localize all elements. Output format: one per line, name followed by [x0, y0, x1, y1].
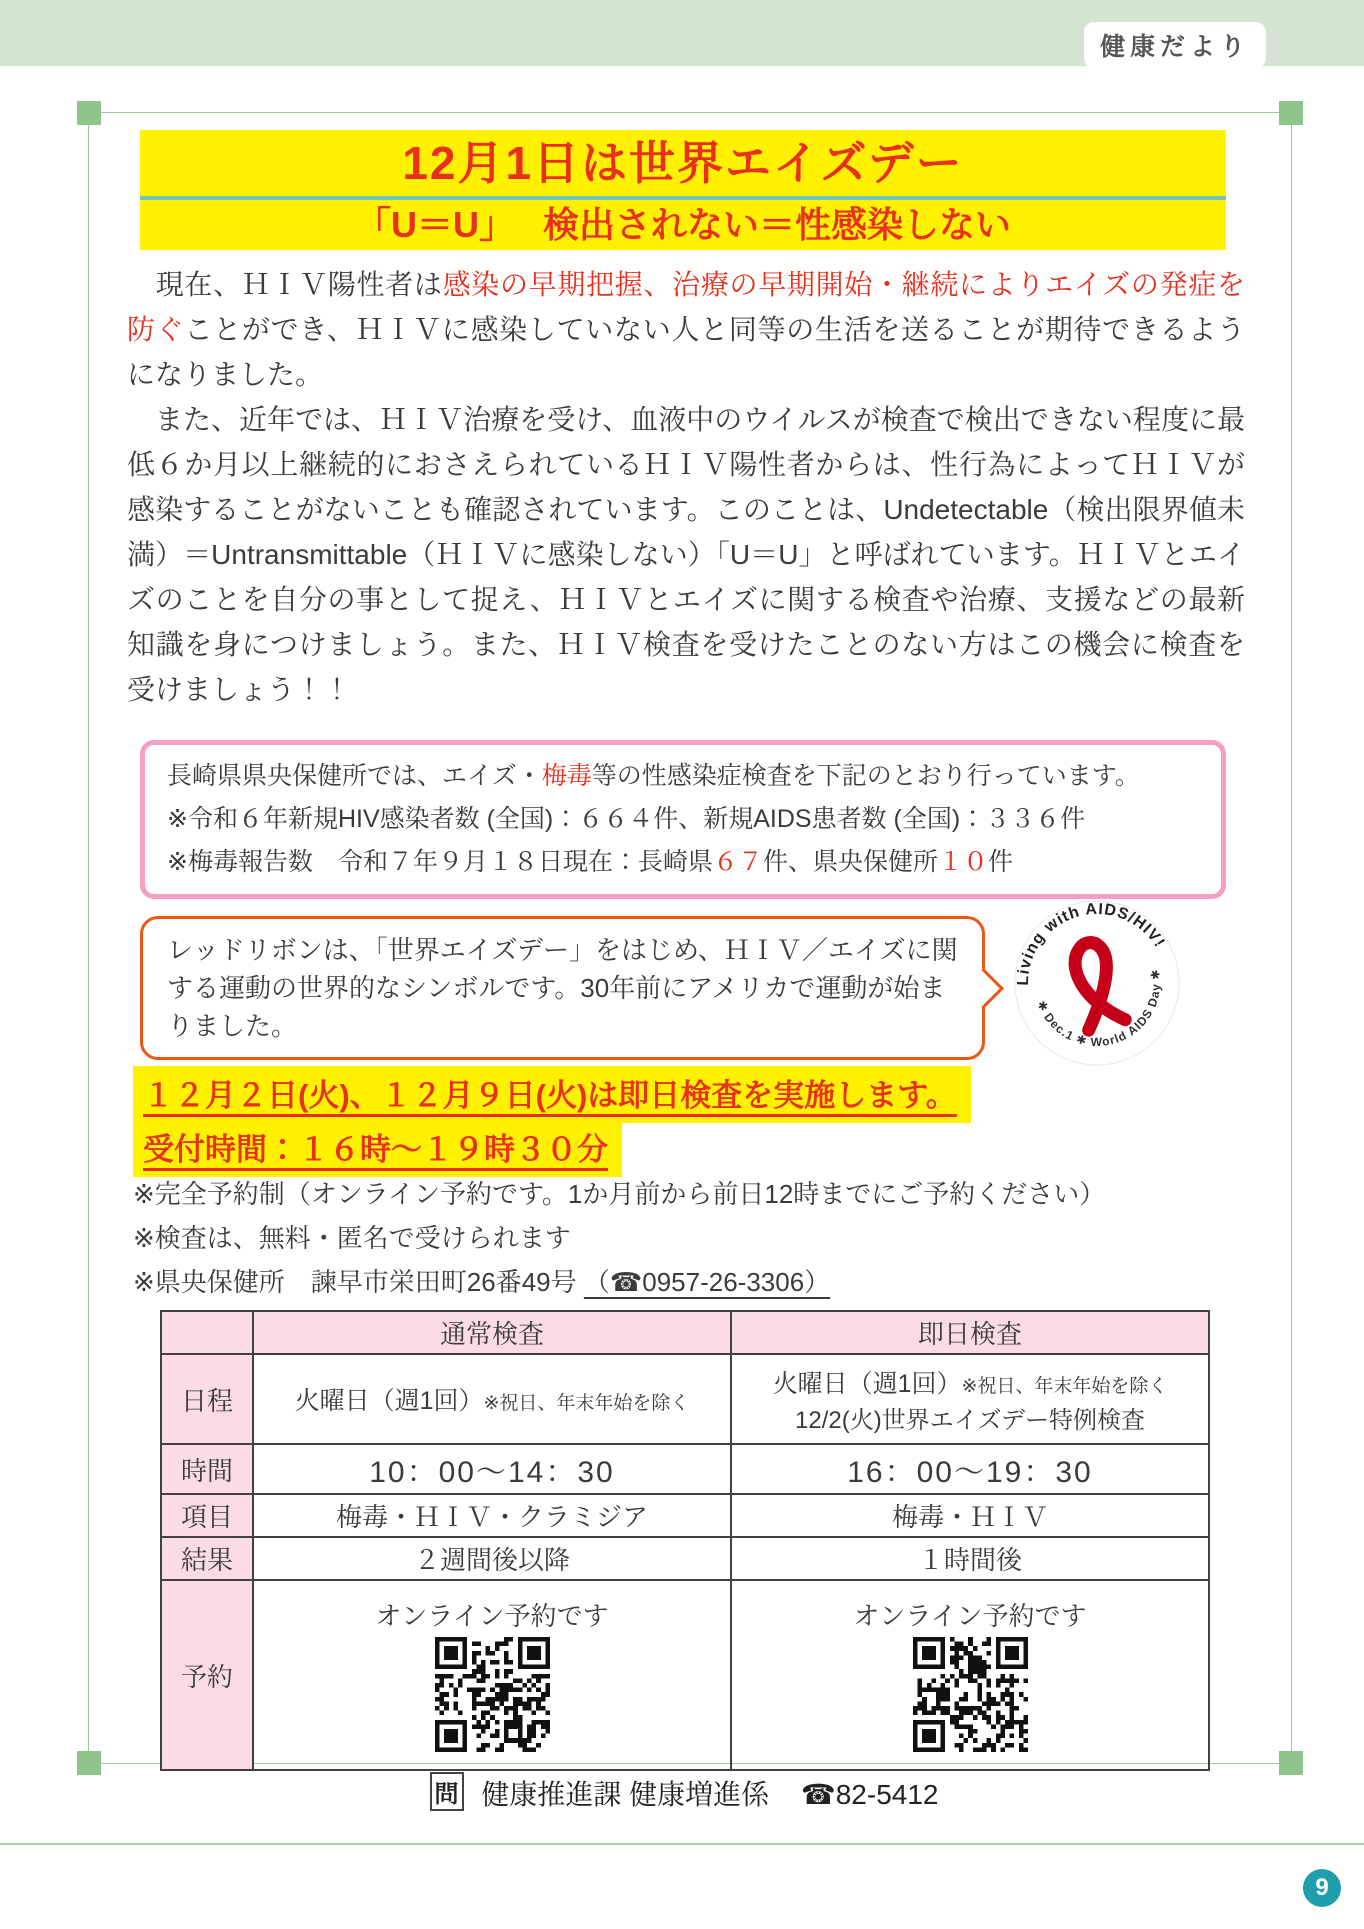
column-header-normal-test: 通常検査 [253, 1311, 731, 1354]
note-address-text: ※県央保健所 諫早市栄田町26番49号 [133, 1267, 584, 1297]
table-row-reservation [161, 1580, 1209, 1770]
stats-line3-count-center: １０ [937, 848, 988, 876]
row-label-reservation: 予約 [161, 1580, 253, 1770]
cell-items-normal: 梅毒・ＨＩＶ・クラミジア [253, 1494, 731, 1537]
table-header-row [161, 1311, 1209, 1354]
cell-results-normal: ２週間後以降 [253, 1537, 731, 1580]
page-number-badge: 9 [1303, 1869, 1341, 1907]
stats-line1-pre: 長崎県県央保健所では、エイズ・ [167, 762, 542, 790]
row-label-items: 項目 [161, 1494, 253, 1537]
schedule-normal-main: 火曜日（週1回） [294, 1387, 484, 1415]
footer-phone: ☎82-5412 [800, 1779, 939, 1810]
note-address [133, 1260, 1253, 1304]
cell-time-normal: 10：00～14：30 [253, 1444, 731, 1494]
stats-line3-mid: 件、県央保健所 [762, 848, 938, 876]
stats-line3-pre: ※梅毒報告数 令和７年９月１８日現在：長崎県 [167, 848, 713, 876]
cell-time-express: 16：00～19：30 [731, 1444, 1209, 1494]
stats-box [140, 740, 1226, 899]
red-ribbon-bubble [140, 916, 985, 1060]
p1-red-emphasis: 感染の早期把握、治療の早期開始・継続によりエイズの発症を防ぐ [127, 269, 1245, 345]
p1-post: ことができ、ＨＩＶに感染していない人と同等の生活を送ることが期待できるようになりました。 [127, 314, 1245, 390]
schedule-express-special: 12/2(火)世界エイズデー特例検査 [795, 1406, 1145, 1434]
footer-department: 健康推進課 健康増進係 [481, 1779, 770, 1810]
schedule-express-main: 火曜日（週1回） [772, 1369, 962, 1398]
bottom-divider [0, 1843, 1364, 1845]
qr-code-normal-test [435, 1637, 550, 1752]
corner-mark-bottom-left [77, 1751, 101, 1775]
cell-schedule-express [731, 1354, 1209, 1444]
reception-hours [133, 1120, 622, 1177]
test-schedule-table [160, 1310, 1210, 1771]
top-band [0, 0, 1364, 66]
cell-reservation-express [731, 1580, 1209, 1770]
schedule-normal-note: ※祝日、年末年始を除く [483, 1393, 690, 1414]
paragraph-2: また、近年では、ＨＩＶ治療を受け、血液中のウイルスが検査で検出できない程度に最低６か月以上継続的におさえられているＨＩＶ陽性者からは、性行為によってＨＩＶが感染することがないことも確認されています。このことは、Undetectable（検出限界値未満）＝Untransmittable（ＨＩＶに感染しない）「U＝U」と呼ばれています。ＨＩＶとエイズのことを自分の事として捉え、ＨＩＶとエイズに関する検査や治療、支援などの最新知識を身につけましょう。また、ＨＩＶ検査を受けたことのない方はこの機会に検査を受けましょう！！ [127, 404, 1245, 705]
stats-line-3 [167, 841, 1199, 884]
note-free-anonymous: ※検査は、無料・匿名で受けられます [133, 1223, 571, 1253]
reservation-normal-text: オンライン予約です [375, 1601, 609, 1631]
corner-mark-top-left [77, 101, 101, 125]
stats-line3-post: 件 [988, 848, 1014, 876]
column-header-same-day-test: 即日検査 [731, 1311, 1209, 1354]
qr-code-same-day-test [913, 1637, 1028, 1752]
stats-line3-count-pref: ６７ [712, 848, 763, 876]
banner-subtitle: 「U＝U」 検出されない＝性感染しない [355, 204, 1011, 245]
contact-footer [160, 1772, 1208, 1813]
logo-arc-top-text: Living with AIDS/HIV! [1014, 900, 1168, 986]
row-label-results: 結果 [161, 1537, 253, 1580]
same-day-headline-text: １２月２日(火)、１２月９日(火)は即日検査を実施します。 [143, 1078, 957, 1113]
logo-arc-bottom-text: ✱ Dec.1 ✱ World AIDS Day ✱ [1034, 967, 1164, 1050]
same-day-headline [133, 1066, 971, 1123]
header-badge: 健康だより [1084, 22, 1266, 68]
stats-line-2: ※令和６年新規HIV感染者数 (全国)：６６４件、新規AIDS患者数 (全国)：３３６件 [167, 805, 1086, 833]
cell-results-express: １時間後 [731, 1537, 1209, 1580]
table-corner-cell [161, 1311, 253, 1354]
cell-items-express: 梅毒・ＨＩＶ [731, 1494, 1209, 1537]
note-reservation: ※完全予約制（オンライン予約です。1か月前から前日12時までにご予約ください） [133, 1179, 1106, 1209]
paragraph-1 [127, 262, 1245, 397]
table-row-items [161, 1494, 1209, 1537]
corner-mark-bottom-right [1279, 1751, 1303, 1775]
table-row-time [161, 1444, 1209, 1494]
stats-line-1 [167, 755, 1199, 798]
title-banner [140, 130, 1226, 250]
reception-hours-text: 受付時間：１６時～１９時３０分 [143, 1132, 608, 1167]
p1-pre: 現在、ＨＩＶ陽性者は [127, 269, 443, 300]
stats-line1-post: 等の性感染症検査を下記のとおり行っています。 [591, 762, 1140, 790]
stats-line1-red: 梅毒 [541, 762, 592, 790]
cell-schedule-normal [253, 1354, 731, 1444]
page-title: 12月1日は世界エイズデー [402, 137, 964, 189]
reservation-express-text: オンライン予約です [853, 1601, 1087, 1631]
inquiry-box-icon: 問 [430, 1772, 464, 1811]
table-row-results [161, 1537, 1209, 1580]
row-label-schedule: 日程 [161, 1354, 253, 1444]
table-row-schedule [161, 1354, 1209, 1444]
cell-reservation-normal [253, 1580, 731, 1770]
schedule-express-note: ※祝日、年末年始を除く [961, 1375, 1168, 1397]
note-phone-number: （☎0957-26-3306） [583, 1267, 831, 1297]
row-label-time: 時間 [161, 1444, 253, 1494]
intro-text [127, 262, 1245, 712]
bubble-text: レッドリボンは、「世界エイズデー」をはじめ、ＨＩＶ／エイズに関する運動の世界的なシンボルです。30年前にアメリカで運動が始まりました。 [167, 935, 958, 1041]
notes [133, 1172, 1253, 1304]
corner-mark-top-right [1279, 101, 1303, 125]
